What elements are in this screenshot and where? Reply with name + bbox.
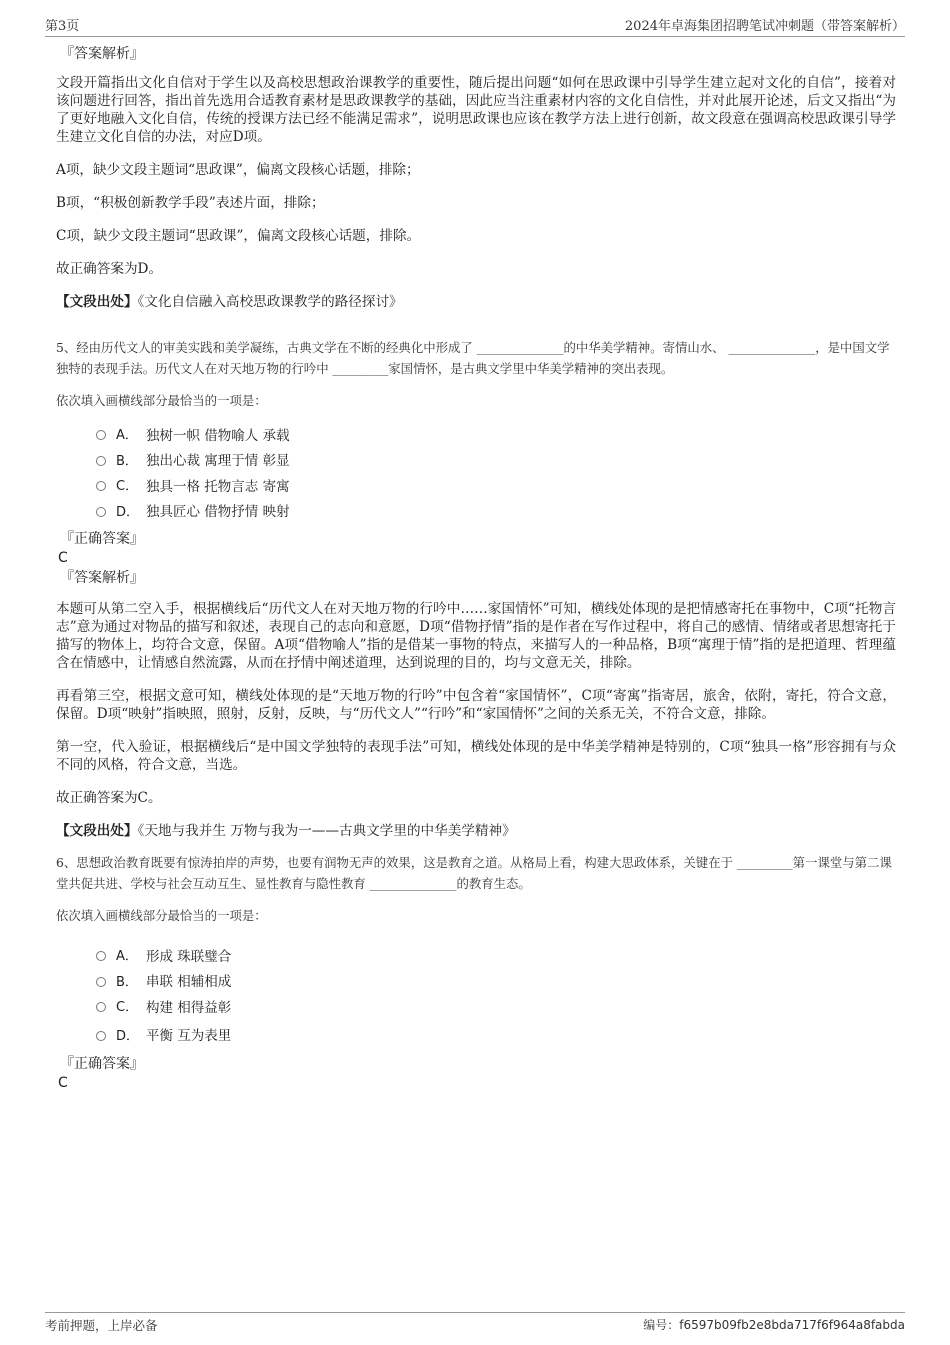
radio-icon[interactable] <box>96 1031 106 1041</box>
q5-option-b[interactable] <box>96 447 896 473</box>
q5-analysis-paragraph: 再看第三空，根据文意可知，横线处体现的是“天地万物的行吟”中包含着“家国情怀”，C项“寄寓”指寄居，旅舍，依附，寄托，符合文意，保留。D项“映射”指映照，照射，反射，反映，与“历代文人”“行吟”和“家国情怀”之间的关系无关，不符合文意，排除。 <box>56 688 896 722</box>
q4-analysis-paragraph: C项，缺少文段主题词“思政课”，偏离文段核心话题，排除。 <box>56 228 421 244</box>
radio-icon[interactable] <box>96 430 106 440</box>
q4-analysis-paragraph: 故正确答案为D。 <box>56 261 163 277</box>
document-code: 编号：f6597b09fb2e8bda717f6f964a8fabda <box>643 1318 905 1332</box>
option-text: 独出心裁 寓理于情 彰显 <box>146 453 290 470</box>
page-footer <box>45 1312 905 1334</box>
option-text: 形成 珠联璧合 <box>146 948 232 965</box>
option-letter: A． <box>116 428 138 444</box>
q5-analysis-label: 『答案解析』 <box>60 570 144 586</box>
page-content <box>56 44 896 1093</box>
q5-analysis-paragraph: 第一空，代入验证，根据横线后“是中国文学独特的表现手法”可知，横线处体现的是中华美学精神是特别的，C项“独具一格”形容拥有与众不同的风格，符合文意，当选。 <box>56 739 896 773</box>
radio-icon[interactable] <box>96 507 106 517</box>
option-letter: C． <box>116 479 139 495</box>
option-text: 独具一格 托物言志 寄寓 <box>146 478 290 495</box>
q6-correct-label: 『正确答案』 <box>60 1055 144 1072</box>
q6-correct-answer: C <box>58 1074 68 1091</box>
radio-icon[interactable] <box>96 456 106 466</box>
q5-option-d[interactable] <box>96 498 896 524</box>
q5-prompt: 依次填入画横线部分最恰当的一项是： <box>56 393 267 408</box>
option-text: 独树一帜 借物喻人 承载 <box>146 427 290 444</box>
q5-analysis-paragraph: 故正确答案为C。 <box>56 790 162 806</box>
q5-correct-label: 『正确答案』 <box>60 531 144 547</box>
q6-options <box>96 942 896 1050</box>
q6-option-c[interactable] <box>96 993 896 1019</box>
option-letter: C． <box>116 1000 139 1016</box>
radio-icon[interactable] <box>96 977 106 987</box>
option-letter: A． <box>116 949 138 965</box>
page-header <box>45 14 905 37</box>
radio-icon[interactable] <box>96 1002 106 1012</box>
option-text: 构建 相得益彰 <box>146 999 232 1016</box>
q4-analysis-paragraph: 文段开篇指出文化自信对于学生以及高校思想政治课教学的重要性，随后提出问题“如何在思政课中引导学生建立起对文化的自信”，接着对该问题进行回答，指出首先选用合适教育素材是思政课教学的基础，因此应当注重素材内容的文化自信性，并对此展开论述，后文又指出“为了更好地融入文化自信，传统的授课方法已经不能满足需求”，说明思政课也应该在教学方法上进行创新，故文段意在强调高校思政课引导学生建立文化自信的办法，对应D项。 <box>56 75 896 145</box>
q6-option-d[interactable] <box>96 1019 896 1050</box>
option-letter: D． <box>116 1028 140 1044</box>
q4-source-title: 《文化自信融入高校思政课教学的路径探讨》 <box>137 294 403 310</box>
option-letter: D． <box>116 504 140 520</box>
q5-options <box>96 421 896 523</box>
option-text: 独具匠心 借物抒情 映射 <box>146 504 290 521</box>
radio-icon[interactable] <box>96 951 106 961</box>
q5-option-a[interactable] <box>96 421 896 447</box>
q6-option-b[interactable] <box>96 968 896 994</box>
q5-option-c[interactable] <box>96 472 896 498</box>
option-text: 平衡 互为表里 <box>146 1028 232 1044</box>
q4-source-label: 【文段出处】 <box>56 294 138 310</box>
q5-stem: 5、经由历代文人的审美实践和美学凝练，古典文学在不断的经典化中形成了 ______________的中华美学精神。寄情山水、 ______________，是中国文学独特的表现手法。历代文人在对天地万物的行吟中 _________家国情怀，是古典文学里中华美学精神的突出表现。 <box>56 340 890 376</box>
q6-prompt: 依次填入画横线部分最恰当的一项是： <box>56 908 267 923</box>
footer-slogan: 考前押题，上岸必备 <box>45 1318 158 1333</box>
document-title: 2024年卓海集团招聘笔试冲刺题（带答案解析） <box>624 19 905 34</box>
q4-analysis-label: 『答案解析』 <box>60 46 144 62</box>
q5-source <box>56 822 896 840</box>
option-letter: B． <box>116 974 138 990</box>
radio-icon[interactable] <box>96 481 106 491</box>
q5-analysis-paragraph: 本题可从第二空入手，根据横线后“历代文人在对天地万物的行吟中……家国情怀”可知，横线处体现的是把情感寄托在事物中，C项“托物言志”意为通过对物品的描写和叙述，表现自己的志向和意愿，D项“借物抒情”指的是作者在写作过程中，将自己的感情、情绪或者思想寄托于描写的物体上，均符合文意，保留。A项“借物喻人”指的是借某一事物的特点，来描写人的一种品格，B项“寓理于情”指的是把道理、哲理蕴含在情感中，让情感自然流露，从而在抒情中阐述道理，达到说理的目的，均与文意无关，排除。 <box>56 601 896 671</box>
q6-option-a[interactable] <box>96 942 896 968</box>
q5-correct-answer: C <box>58 550 68 566</box>
page-number: 第3页 <box>45 19 80 34</box>
q5-source-label: 【文段出处】 <box>56 823 138 839</box>
option-letter: B． <box>116 453 138 469</box>
q5-source-title: 《天地与我并生 万物与我为一——古典文学里的中华美学精神》 <box>137 823 516 839</box>
q6-stem: 6、思想政治教育既要有惊涛拍岸的声势，也要有润物无声的效果，这是教育之道。从格局上看，构建大思政体系，关键在于 _________第一课堂与第二课堂共促共进、学校与社会互动互生、显性教育与隐性教育 ______________的教育生态。 <box>56 855 892 891</box>
option-text: 串联 相辅相成 <box>146 974 232 991</box>
q4-analysis-paragraph: B项，“积极创新教学手段”表述片面，排除； <box>56 195 325 211</box>
q4-source <box>56 293 896 311</box>
q4-analysis-paragraph: A项，缺少文段主题词“思政课”，偏离文段核心话题，排除； <box>56 162 420 178</box>
